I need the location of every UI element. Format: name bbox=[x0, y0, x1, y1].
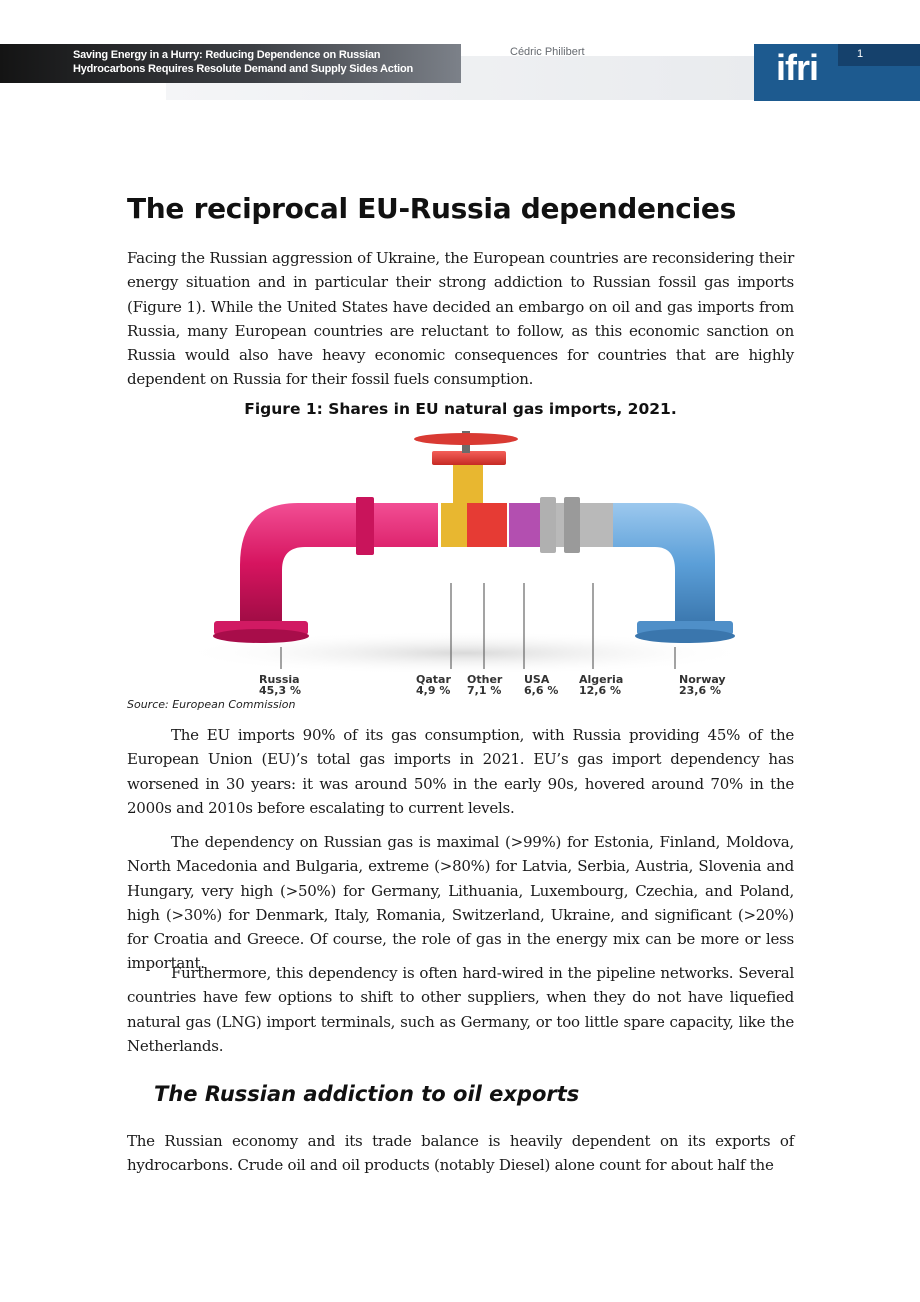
figure-caption: Figure 1: Shares in EU natural gas imports, 2021. bbox=[244, 400, 677, 418]
label-name-algeria: Algeria bbox=[579, 673, 624, 686]
valve-bonnet bbox=[432, 451, 506, 465]
pipe-segment-other bbox=[467, 503, 507, 547]
valve-handwheel bbox=[414, 433, 518, 445]
label-value-russia: 45,3 % bbox=[259, 684, 301, 697]
label-value-other: 7,1 % bbox=[467, 684, 502, 697]
pipe-elbow-russia bbox=[240, 503, 438, 625]
label-name-other: Other bbox=[467, 673, 503, 686]
paragraph-country-dependency: The dependency on Russian gas is maximal (>99%) for Estonia, Finland, Moldova, North Macedonia and Bulgaria, extreme (>80%) for Latvia, Serbia, Austria, Slovenia and Hungary, very high (>50%) for Germany, Lithuania, Luxembourg, Czechia, and Poland, high (>30%) for Denmark, Italy, Romania, Switzerland, Ukraine, and significant (>20%) for Croatia and Greece. Of course, the role of gas in the energy mix can be more or less important. bbox=[127, 833, 794, 973]
figure-source: Source: European Commission bbox=[127, 698, 296, 711]
pipe-foot-base-norway bbox=[635, 629, 735, 643]
author-name: Cédric Philibert bbox=[510, 46, 585, 58]
paragraph-import-dependency: The EU imports 90% of its gas consumption, with Russia providing 45% of the European Union (EU)’s total gas imports in 2021. EU’s gas import dependency has worsened in 30 years: it was around 50% in the early 90s, hovered around 70% in the 2000s and 2010s before escalating to current levels. bbox=[127, 726, 794, 817]
section-heading: The reciprocal EU-Russia dependencies bbox=[127, 192, 736, 225]
label-name-qatar: Qatar bbox=[416, 673, 451, 686]
ifri-logo: ifri bbox=[776, 47, 819, 88]
document-title-line-2: Hydrocarbons Requires Resolute Demand and Supply Sides Action bbox=[73, 63, 414, 75]
paragraph-russian-economy: The Russian economy and its trade balance is heavily dependent on its exports of hydrocarbons. Crude oil and oil products (notably Diesel) alone count for about half the bbox=[127, 1132, 794, 1175]
paragraph-intro: Facing the Russian aggression of Ukraine, the European countries are reconsidering their energy situation and in particular their strong addiction to Russian fossil gas imports (Figure 1). While the United States have decided an embargo on oil and gas imports from Russia, many European countries are reluctant to follow, as this economic sanction on Russia would also have heavy economic consequences for countries that are highly dependent on Russia for their fossil fuels consumption. bbox=[127, 249, 794, 389]
paragraph-pipeline-networks: Furthermore, this dependency is often hard-wired in the pipeline networks. Several countries have few options to shift to other suppliers, when they do not have liquefied natural gas (LNG) import terminals, such as Germany, or too little spare capacity, like the Netherlands. bbox=[127, 964, 794, 1055]
page-number-box bbox=[838, 44, 920, 66]
label-value-qatar: 4,9 % bbox=[416, 684, 451, 697]
pipe-elbow-norway bbox=[610, 503, 715, 625]
label-name-usa: USA bbox=[524, 673, 550, 686]
pipe-foot-base-russia bbox=[213, 629, 309, 643]
label-name-russia: Russia bbox=[259, 673, 300, 686]
document-title bbox=[73, 48, 453, 76]
label-value-algeria: 12,6 % bbox=[579, 684, 621, 697]
label-value-norway: 23,6 % bbox=[679, 684, 721, 697]
document-title-line-1: Saving Energy in a Hurry: Reducing Dependence on Russian bbox=[73, 49, 381, 61]
gas-pipeline-chart bbox=[170, 425, 760, 700]
pipe-segment-qatar bbox=[441, 503, 467, 547]
pipe-flange-3 bbox=[564, 497, 580, 553]
pipe-flange-2 bbox=[540, 497, 556, 553]
valve-stem bbox=[453, 465, 483, 503]
pipe-flange-1 bbox=[356, 497, 372, 553]
page-number: 1 bbox=[857, 48, 864, 60]
label-name-norway: Norway bbox=[679, 673, 726, 686]
subsection-heading: The Russian addiction to oil exports bbox=[154, 1082, 580, 1106]
label-value-usa: 6,6 % bbox=[524, 684, 559, 697]
pipe-segment-usa bbox=[509, 503, 543, 547]
